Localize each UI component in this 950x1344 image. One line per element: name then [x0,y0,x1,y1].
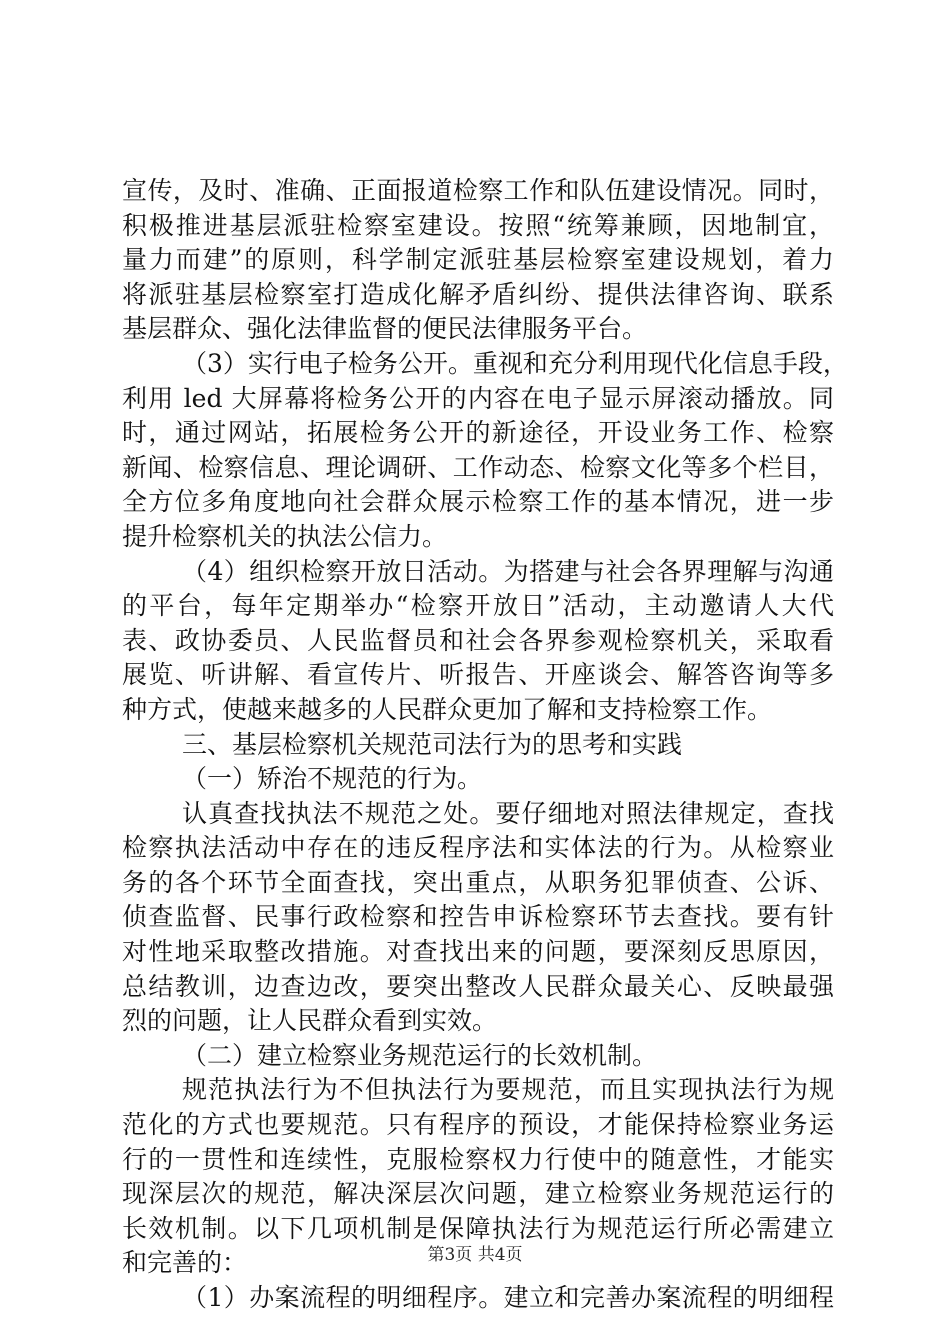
text-line: 展览、听讲解、看宣传片、听报告、开座谈会、解答咨询等多 [122,660,834,690]
text-line: 利用 led 大屏幕将检务公开的内容在电子显示屏滚动播放。同 [122,383,834,413]
text-line: 的平台，每年定期举办“检察开放日”活动，主动邀请人大代 [122,591,834,621]
text-line: 量力而建”的原则，科学制定派驻基层检察室建设规划，着力 [122,245,834,275]
text-line: 现深层次的规范，解决深层次问题，建立检察业务规范运行的 [122,1179,834,1209]
document-body [122,174,848,1316]
text-line: 烈的问题，让人民群众看到实效。 [122,1006,498,1036]
page-footer: 第3页 共4页 [427,1245,523,1265]
text-line: 对性地采取整改措施。对查找出来的问题，要深刻反思原因， [122,937,834,967]
text-line: （4）组织检察开放日活动。为搭建与社会各界理解与沟通 [182,556,834,586]
text-line: （二）建立检察业务规范运行的长效机制。 [182,1040,658,1070]
text-line: （1）办案流程的明细程序。建立和完善办案流程的明细程 [182,1283,834,1312]
text-line: 全方位多角度地向社会群众展示检察工作的基本情况，进一步 [122,487,834,517]
text-line: 宣传，及时、准确、正面报道检察工作和队伍建设情况。同时， [122,176,834,205]
text-line: 积极推进基层派驻检察室建设。按照“统筹兼顾，因地制宜， [122,210,834,240]
text-line: 提升检察机关的执法公信力。 [122,521,448,551]
text-line: 将派驻基层检察室打造成化解矛盾纠纷、提供法律咨询、联系 [122,279,834,309]
text-line: 时，通过网站，拓展检务公开的新途径，开设业务工作、检察 [122,418,834,448]
text-line: 总结教训，边查边改，要突出整改人民群众最关心、反映最强 [122,971,834,1001]
text-line: 认真查找执法不规范之处。要仔细地对照法律规定，查找 [182,798,834,828]
text-line: 侦查监督、民事行政检察和控告申诉检察环节去查找。要有针 [122,902,834,932]
text-line: 务的各个环节全面查找，突出重点，从职务犯罪侦查、公诉、 [122,867,834,897]
text-line: 规范执法行为不但执法行为要规范，而且实现执法行为规 [182,1075,834,1105]
text-line: 检察执法活动中存在的违反程序法和实体法的行为。从检察业 [122,833,834,863]
text-line: 基层群众、强化法律监督的便民法律服务平台。 [122,314,648,344]
text-line: 种方式，使越来越多的人民群众更加了解和支持检察工作。 [122,694,773,724]
text-line: 表、政协委员、人民监督员和社会各界参观检察机关，采取看 [122,625,834,655]
text-line: 新闻、检察信息、理论调研、工作动态、检察文化等多个栏目， [122,452,834,482]
text-line: 长效机制。以下几项机制是保障执法行为规范运行所必需建立 [122,1213,834,1243]
text-line: 和完善的： [122,1248,248,1278]
text-line: 范化的方式也要规范。只有程序的预设，才能保持检察业务运 [122,1110,834,1140]
text-line: （3）实行电子检务公开。重视和充分利用现代化信息手段， [182,348,848,378]
text-line: 三、基层检察机关规范司法行为的思考和实践 [182,729,683,759]
text-line: 行的一贯性和连续性，克服检察权力行使中的随意性，才能实 [122,1144,834,1174]
text-line: （一）矫治不规范的行为。 [182,764,483,794]
